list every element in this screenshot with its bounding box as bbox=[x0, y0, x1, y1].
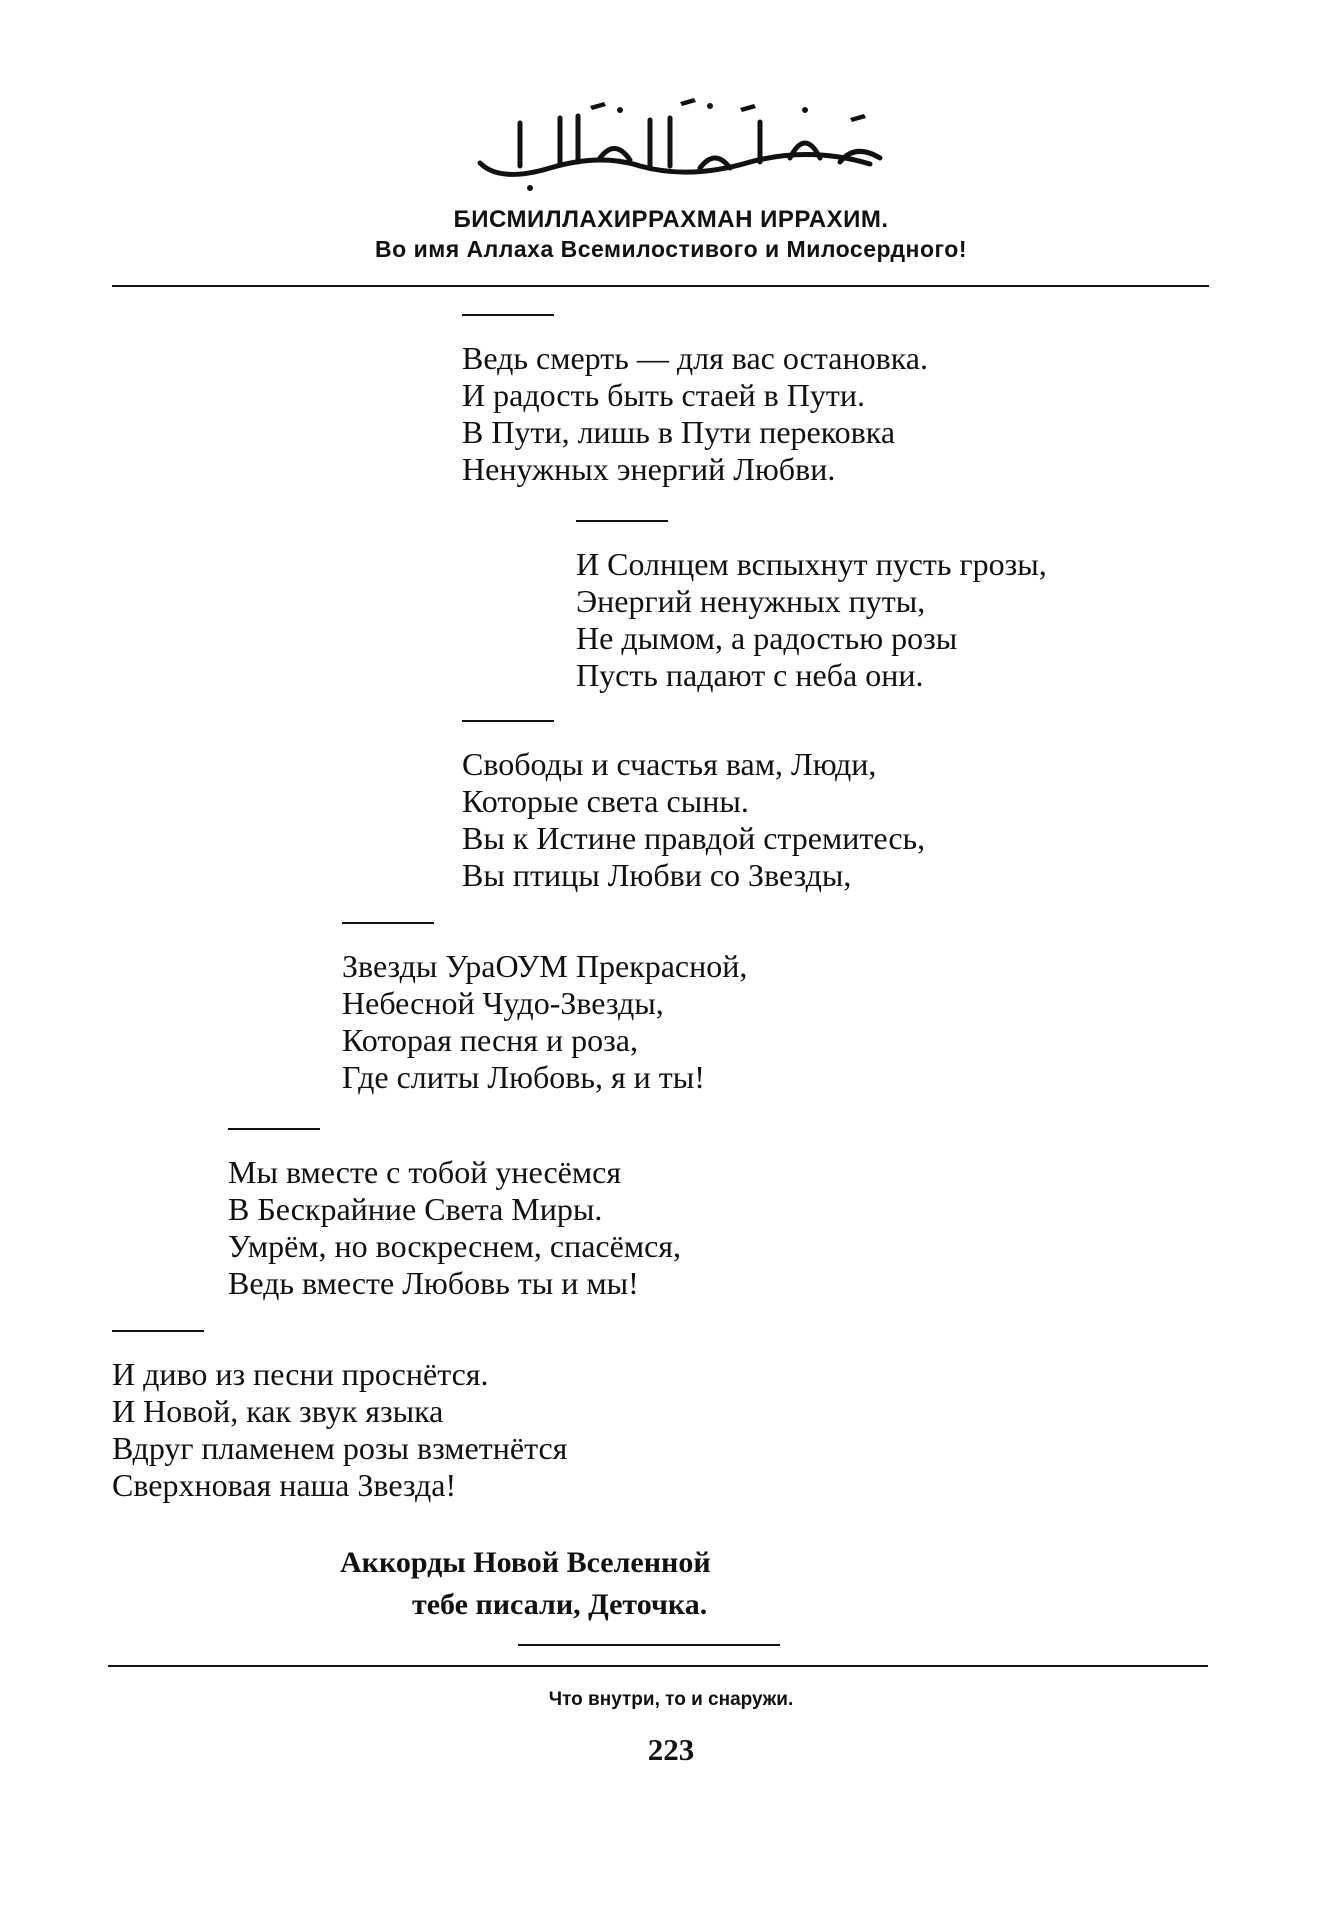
page-number: 223 bbox=[647, 1732, 695, 1767]
poem-line: Где слиты Любовь, я и ты! bbox=[342, 1059, 705, 1095]
poem-line: Сверхновая наша Звезда! bbox=[112, 1467, 457, 1503]
footer-motto: Что внутри, то и снаружи. bbox=[548, 1689, 794, 1710]
signature-line-1: Аккорды Новой Вселенной bbox=[340, 1546, 711, 1579]
poem-line: Которая песня и роза, bbox=[342, 1022, 638, 1058]
poem-line: И Солнцем вспыхнут пусть грозы, bbox=[576, 546, 1047, 582]
header-subtitle: Во имя Аллаха Всемилостивого и Милосердного! bbox=[375, 236, 967, 262]
header-title: БИСМИЛЛАХИРРАХМАН ИРРАХИМ. bbox=[453, 206, 889, 233]
poem-line: Умрём, но воскреснем, спасёмся, bbox=[228, 1228, 681, 1264]
footer-divider bbox=[108, 1665, 1208, 1667]
poem-line: Мы вместе с тобой унесёмся bbox=[228, 1154, 622, 1190]
signature-line-2: тебе писали, Деточка. bbox=[412, 1588, 708, 1621]
stanza-6 bbox=[112, 1330, 567, 1504]
poem-line: Небесной Чудо-Звезды, bbox=[342, 985, 664, 1021]
poem-line: Пусть падают с неба они. bbox=[576, 657, 924, 693]
stanza-2 bbox=[576, 520, 1047, 694]
stanza-3 bbox=[462, 720, 925, 894]
poem-line: Которые света сыны. bbox=[462, 783, 749, 819]
stanza-dash bbox=[342, 922, 434, 924]
poem-line: В Бескрайние Света Миры. bbox=[228, 1191, 603, 1227]
poem-line: Энергий ненужных путы, bbox=[576, 583, 926, 619]
poem-line: Ведь смерть — для вас остановка. bbox=[462, 340, 928, 376]
poem-line: Не дымом, а радостью розы bbox=[576, 620, 958, 656]
poem-line: Вы к Истине правдой стремитесь, bbox=[462, 820, 926, 856]
bismillah-calligraphy bbox=[460, 88, 900, 198]
poem-line: Свободы и счастья вам, Люди, bbox=[462, 746, 877, 782]
poem-line: Вдруг пламенем розы взметнётся bbox=[112, 1430, 568, 1466]
signature-underline bbox=[518, 1644, 780, 1646]
poem-line: Ведь вместе Любовь ты и мы! bbox=[228, 1265, 639, 1301]
poem-line: И радость быть стаей в Пути. bbox=[462, 377, 865, 413]
header-divider bbox=[112, 285, 1209, 287]
stanza-dash bbox=[576, 520, 668, 522]
poem-line: И Новой, как звук языка bbox=[112, 1393, 444, 1429]
poem-line: Ненужных энергий Любви. bbox=[462, 451, 836, 487]
stanza-4 bbox=[342, 922, 747, 1096]
stanza-dash bbox=[462, 314, 554, 316]
stanza-dash bbox=[228, 1128, 320, 1130]
stanza-5 bbox=[228, 1128, 681, 1302]
poem-line: В Пути, лишь в Пути перековка bbox=[462, 414, 896, 450]
stanza-dash bbox=[462, 720, 554, 722]
poem-line: И диво из песни проснётся. bbox=[112, 1356, 489, 1392]
poem-line: Вы птицы Любви со Звезды, bbox=[462, 857, 852, 893]
stanza-1 bbox=[462, 314, 928, 488]
stanza-dash bbox=[112, 1330, 204, 1332]
poem-line: Звезды УраОУМ Прекрасной, bbox=[342, 948, 748, 984]
